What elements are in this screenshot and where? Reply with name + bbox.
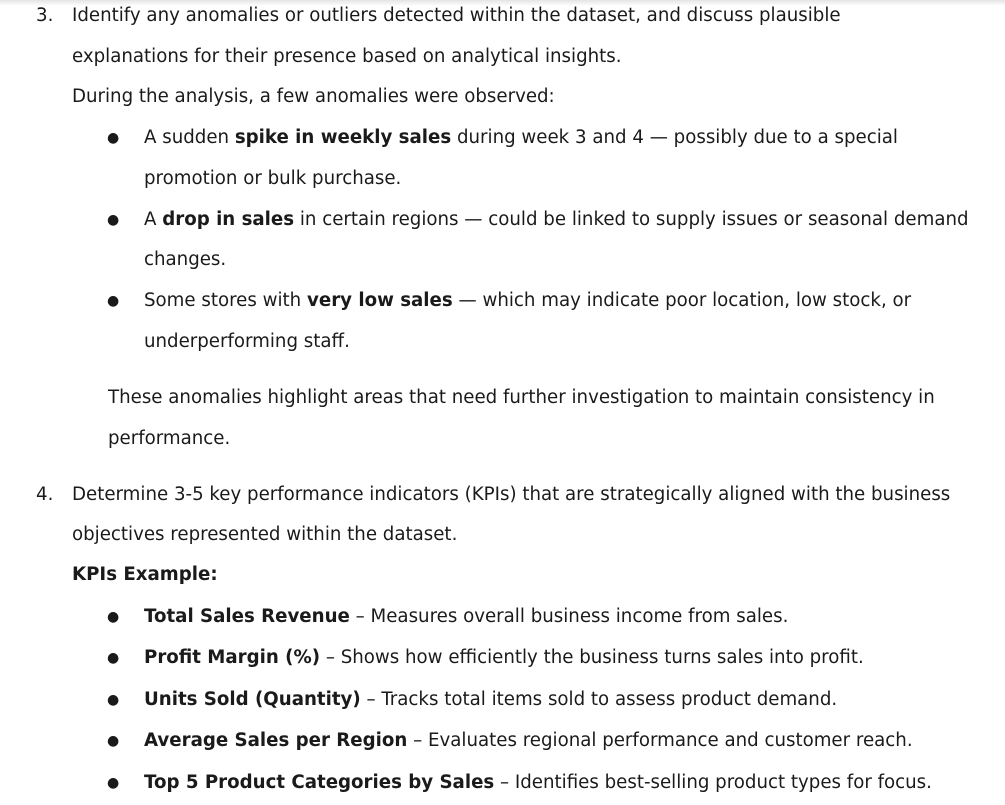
question-text-line: Identify any anomalies or outliers detected within the dataset, and discuss plausible: [72, 5, 841, 26]
summary-text: performance.: [108, 428, 231, 449]
anomaly-item-cont: changes.: [144, 249, 227, 270]
kpi-item: Total Sales Revenue – Measures overall business income from sales.: [144, 606, 789, 627]
question-text-line: Determine 3-5 key performance indicators (KPIs) that are strategically aligned with the business: [72, 484, 951, 505]
bullet-icon: ●: [107, 650, 120, 666]
kpi-item: Units Sold (Quantity) – Tracks total items sold to assess product demand.: [144, 689, 838, 710]
bullet-icon: ●: [107, 692, 120, 708]
bullet-icon: ●: [107, 130, 120, 146]
anomaly-item: A drop in sales in certain regions — could be linked to supply issues or seasonal demand: [144, 209, 969, 230]
bullet-icon: ●: [107, 733, 120, 749]
list-number: 4.: [36, 484, 54, 505]
kpi-heading: KPIs Example:: [72, 564, 218, 585]
list-number: 3.: [36, 5, 54, 26]
bullet-icon: ●: [107, 212, 120, 228]
anomaly-item: Some stores with very low sales — which may indicate poor location, low stock, or: [144, 290, 912, 311]
kpi-item: Average Sales per Region – Evaluates regional performance and customer reach.: [144, 730, 913, 751]
question-text-line: explanations for their presence based on analytical insights.: [72, 46, 622, 67]
kpi-item: Profit Margin (%) – Shows how efficiently the business turns sales into profit.: [144, 647, 864, 668]
analysis-intro: During the analysis, a few anomalies were observed:: [72, 86, 555, 107]
anomaly-item-cont: underperforming staff.: [144, 331, 350, 352]
kpi-item: Top 5 Product Categories by Sales – Identifies best-selling product types for focus.: [144, 772, 932, 793]
anomaly-item: A sudden spike in weekly sales during week 3 and 4 — possibly due to a special: [144, 127, 898, 148]
bullet-icon: ●: [107, 775, 120, 791]
question-text-line: objectives represented within the dataset.: [72, 524, 458, 545]
bullet-icon: ●: [107, 293, 120, 309]
anomaly-item-cont: promotion or bulk purchase.: [144, 168, 402, 189]
summary-text: These anomalies highlight areas that need further investigation to maintain consistency in: [108, 387, 935, 408]
bullet-icon: ●: [107, 609, 120, 625]
